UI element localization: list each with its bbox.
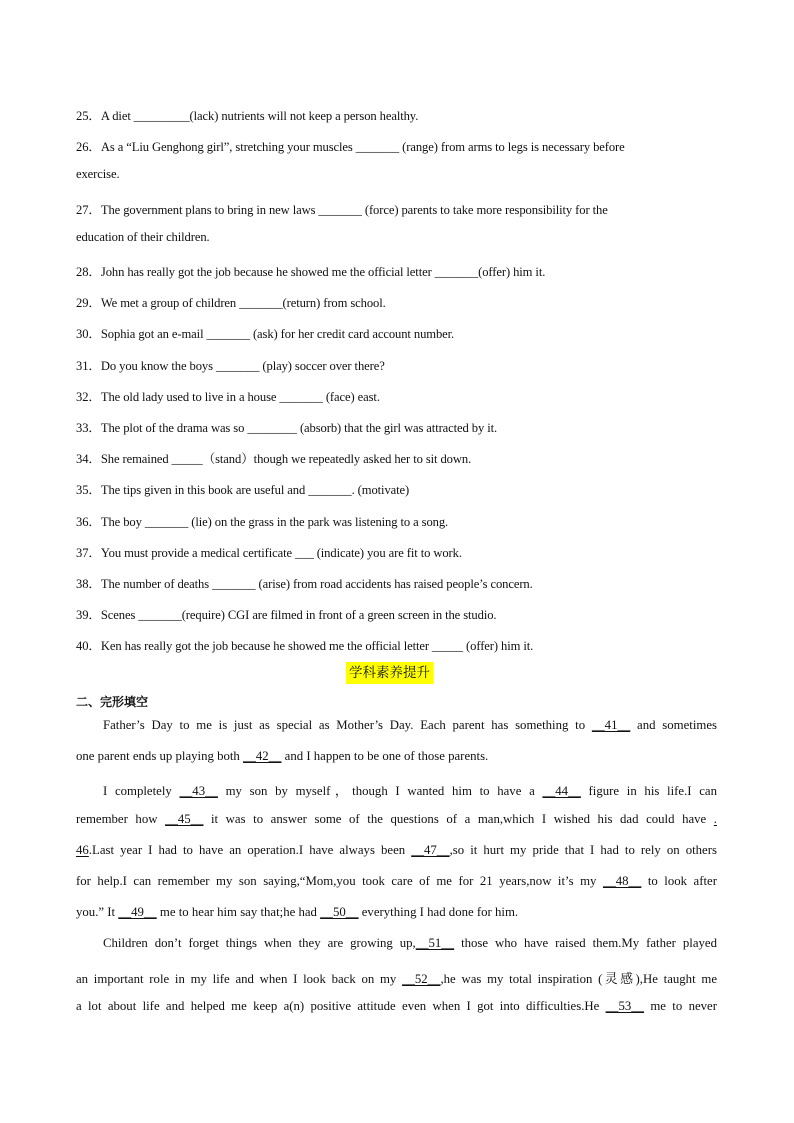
exercise-number: 38． [76,577,101,591]
exercise-number: 28． [76,265,101,279]
passage-text: those who have raised them.My father played [454,936,717,951]
cloze-blank: __45__ [165,811,204,826]
cloze-blank: __43__ [179,784,218,799]
passage-text: one parent ends up playing both [76,749,244,764]
passage-line [76,874,717,889]
passage-text: for help.I can remember my son saying,“Mom,you took care of me for 21 years,now it’s my [76,874,603,888]
passage-text: Children don’t forget things when they are growing up, [103,936,416,951]
exercise-item [76,448,471,467]
exercise-item [76,292,386,311]
exercise-item [76,199,608,218]
passage-line [76,749,717,764]
exercise-number: 25． [76,109,101,123]
exercise-item [76,542,462,561]
exercise-item [76,479,409,498]
exercise-number: 27． [76,202,101,217]
passage-text: I completely [103,784,180,799]
passage-line [103,780,717,799]
exercise-item [76,511,448,530]
passage-text: ,so it hurt my pride that I had to rely on others [449,842,717,857]
exercise-number: 26． [76,140,101,155]
cloze-blank: __42__ [243,749,282,764]
exercise-text: exercise. [76,167,120,182]
exercise-number: 37． [76,545,101,560]
exercise-item [76,635,533,654]
exercise-number: 32． [76,389,101,404]
exercise-text: The boy _______ (lie) on the grass in the park was listening to a song. [100,514,449,529]
exercise-item-continuation [76,167,120,182]
exercise-number: 36． [76,514,101,529]
exercise-text: We met a group of children _______(return) from school. [100,296,386,311]
cloze-blank: __51__ [415,936,455,951]
exercise-text: The government plans to bring in new laws _______ (force) parents to take more responsibility for the [100,202,608,217]
passage-text: it was to answer some of the questions of a man,which I wished his dad could have [203,811,714,826]
exercise-number: 33． [76,421,101,435]
passage-text: and I happen to be one of those parents. [281,749,489,764]
exercise-item [76,323,454,342]
exercise-item [76,386,380,405]
exercise-text: You must provide a medical certificate ___ (indicate) you are fit to work. [100,545,462,560]
cloze-blank: . [713,811,717,826]
section-banner: 学科素养提升 [346,662,433,684]
exercise-number: 29． [76,296,101,311]
passage-text: .Last year I had to have an operation.I have always been [88,842,412,857]
exercise-text: A diet _________(lack) nutrients will not keep a person healthy. [100,109,419,123]
exercise-item [76,417,497,436]
exercise-text: Do you know the boys _______ (play) soccer over there? [100,358,385,373]
exercise-text: The plot of the drama was so ________ (absorb) that the girl was attracted by it. [100,421,498,435]
passage-line [76,968,717,987]
passage-text: me to hear him say that;he had [156,905,321,920]
exercise-item [76,136,625,155]
passage-line [76,905,717,920]
passage-text: Father’s Day to me is just as special as Mother’s Day. Each parent has something to [103,718,592,732]
cloze-blank: __53__ [605,998,645,1013]
passage-text: an important role in my life and when I look back on my [76,971,403,986]
passage-text: to look after [641,874,717,888]
passage-text: my son by myself，though I wanted him to have a [217,784,543,799]
passage-text: figure in his life.I can [580,784,717,799]
passage-text: ,he was my total inspiration (灵感),He taught me [440,971,717,986]
passage-line [103,718,717,733]
exercise-number: 39． [76,608,101,623]
passage-line [76,999,717,1014]
passage-text: and sometimes [630,718,717,732]
passage-text: me to never [644,998,717,1013]
cloze-blank: __52__ [402,971,441,986]
passage-text: everything I had done for him. [358,905,519,920]
exercise-text: John has really got the job because he showed me the official letter _______(offer) him it. [100,265,546,279]
exercise-text: Ken has really got the job because he showed me the official letter _____ (offer) him it. [100,639,534,654]
exercise-text: Scenes _______(require) CGI are filmed in front of a green screen in the studio. [100,608,497,623]
exercise-number: 30． [76,327,101,342]
exercise-text: The old lady used to live in a house _______ (face) east. [100,389,380,404]
exercise-text: The tips given in this book are useful and _______. (motivate) [100,483,410,498]
cloze-blank: __48__ [602,874,642,888]
exercise-number: 34． [76,452,101,467]
cloze-blank: __50__ [320,905,359,920]
passage-text: remember how [76,811,166,826]
exercise-item-continuation [76,230,210,245]
exercise-text: She remained _____（stand）though we repeatedly asked her to sit down. [100,452,472,467]
exercise-item [76,261,545,280]
exercise-text: education of their children. [76,229,210,244]
exercise-item [76,604,496,623]
exercise-item [76,573,533,592]
cloze-blank: __49__ [118,905,157,920]
exercise-number: 31． [76,358,101,373]
passage-line [76,812,717,827]
cloze-blank: __41__ [591,718,631,732]
cloze-blank: 46 [76,842,89,857]
passage-line [76,843,717,858]
passage-text: you.” It [76,905,119,920]
exercise-text: As a “Liu Genghong girl”, stretching your muscles _______ (range) from arms to legs is necessary before [100,140,625,155]
passage-line [103,936,717,951]
exercise-number: 40． [76,639,101,654]
passage-text: a lot about life and helped me keep a(n) positive attitude even when I got into difficulties.He [76,998,606,1013]
exercise-item [76,105,418,124]
section-heading: 二、完形填空 [76,695,149,709]
exercise-item [76,355,385,374]
cloze-blank: __47__ [411,842,450,857]
exercise-text: Sophia got an e-mail _______ (ask) for her credit card account number. [100,327,455,342]
cloze-blank: __44__ [542,784,581,799]
exercise-text: The number of deaths _______ (arise) from road accidents has raised people’s concern. [100,577,533,591]
exercise-number: 35． [76,483,101,498]
